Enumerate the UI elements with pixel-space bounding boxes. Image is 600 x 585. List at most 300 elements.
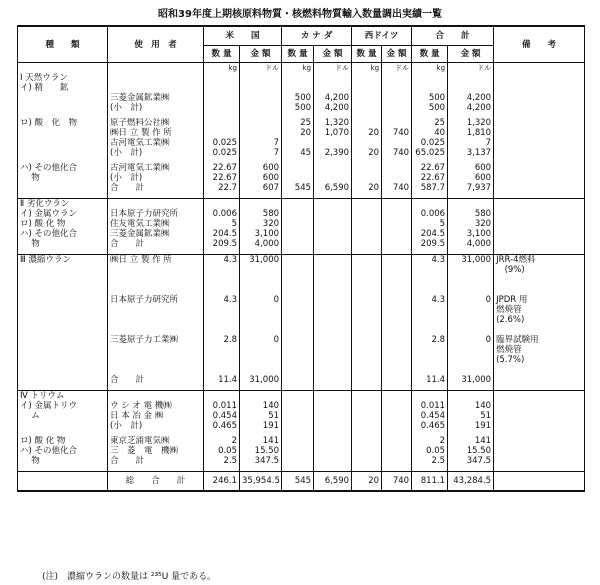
cell-line [206,83,237,93]
unit-kg: kg [204,63,240,74]
cell-line: 191 [262,421,280,431]
cell-line: 3,137 [466,148,492,158]
cell-line [354,401,379,411]
cell-line [354,103,379,113]
cell-line: 22.67 [212,163,237,173]
cell-line [354,275,379,285]
cell-line [384,295,409,305]
cell-line: 臨界試験用 [496,335,539,345]
cell-line [354,163,379,173]
cell-line: 日 本 冶 金 ㈱ [110,411,164,421]
cell-line [354,285,379,295]
table-row [18,436,585,466]
cell-line: 15.50 [466,446,492,456]
cell-line [450,315,491,325]
cell-line: 燃焼管 [496,305,522,315]
unit-kg: kg [282,63,314,74]
cell-line [450,305,491,315]
user-cell [108,255,204,386]
cell-line: Ⅱ 劣化ウラン [20,199,70,209]
cell-line [206,199,237,209]
canada-amt-cell [314,73,352,113]
cell-line: 31,000 [461,255,492,265]
cell-line [316,199,349,209]
cell-line [206,305,237,315]
cell-line [354,138,379,148]
user-cell [108,73,204,113]
user-cell [108,199,204,250]
table-row [18,391,585,432]
cell-line: 204.5 [212,229,237,239]
cell-line: 20 [368,128,380,138]
cell-line: (9%) [496,265,525,275]
cell-line: Ⅳ トリウム [20,391,65,401]
cell-line: ハ) その他化合 [20,229,78,239]
cell-line [110,315,201,325]
cell-line [316,229,349,239]
cell-line [20,421,105,431]
cell-line: 600 [474,163,492,173]
cell-line [206,265,237,275]
grand-total-row [18,472,585,492]
cell-line: 1,070 [324,128,350,138]
cell-line [316,345,349,355]
cell-line: 東京芝浦電気㈱ [110,436,170,446]
footnote: (注) 濃縮ウランの数量は ²³⁵U 量である。 [42,572,217,582]
kind-cell [18,73,108,113]
cell-line: 1,320 [324,118,350,128]
cell-line [496,163,582,173]
wgermany-qty-cell [352,391,382,432]
cell-line [316,275,349,285]
usa-amt-cell [240,118,282,158]
cell-line [354,118,379,128]
cell-line: 500 [428,93,446,103]
cell-line [450,73,491,83]
grand-total-ca-qty: 545 [282,472,314,492]
cell-line [284,275,311,285]
usa-qty-cell [204,73,240,113]
cell-line [242,325,279,335]
canada-amt-cell [314,163,352,193]
cell-line [110,325,201,335]
total-amt-cell [448,118,494,158]
cell-line [206,345,237,355]
cell-line: 物 [20,456,40,466]
cell-line [284,239,311,249]
table-row [18,255,585,386]
cell-line: 2.8 [431,335,446,345]
cell-line: 31,000 [461,375,492,385]
header-usa: 米 国 [204,26,282,46]
usa-amt-cell [240,199,282,250]
cell-line: 25 [434,118,446,128]
usa-qty-cell [204,163,240,193]
cell-line: 500 [294,93,312,103]
kind-cell [18,199,108,250]
cell-line [242,103,279,113]
cell-line [384,365,409,375]
cell-line [384,239,409,249]
cell-line: 物 [20,173,40,183]
cell-line: 0.006 [420,209,446,219]
cell-line [384,93,409,103]
canada-amt-cell [314,391,352,432]
cell-line [354,73,379,83]
cell-line [284,391,311,401]
cell-line: 合 計 [110,239,145,249]
cell-line [496,375,582,385]
total-qty-cell [412,436,448,466]
cell-line [496,219,582,229]
cell-line: 0 [273,335,280,345]
total-amt-cell [448,199,494,250]
cell-line [110,305,201,315]
cell-line [20,103,105,113]
cell-line: 0.05 [218,446,237,456]
cell-line: 7,937 [466,183,492,193]
cell-line [110,365,201,375]
cell-line [242,199,279,209]
cell-line [242,265,279,275]
cell-line [284,325,311,335]
cell-line: 51 [268,411,280,421]
cell-line: ロ) 酸 化 物 [20,219,66,229]
cell-line [496,103,582,113]
cell-line [20,345,105,355]
cell-line: 11.4 [426,375,446,385]
total-qty-cell [412,73,448,113]
total-amt-cell [448,255,494,386]
cell-line [316,375,349,385]
cell-line: 347.5 [466,456,492,466]
table-row [18,199,585,250]
cell-line: Ⅰ 天然ウラン [20,73,68,83]
cell-line: 204.5 [420,229,446,239]
cell-line: 合 計 [110,183,145,193]
cell-line [414,285,445,295]
remark-cell [494,436,585,466]
cell-line: 三菱金属鉱業㈱ [110,93,170,103]
cell-line [354,325,379,335]
cell-line [384,103,409,113]
cell-line [284,295,311,305]
cell-line [384,138,409,148]
cell-line: 燃焼管 [496,345,522,355]
cell-line [20,128,105,138]
cell-line: 600 [262,173,280,183]
cell-line [316,456,349,466]
wgermany-qty-cell [352,255,382,386]
cell-line [284,73,311,83]
cell-line [206,73,237,83]
kind-cell [18,118,108,158]
cell-line [284,209,311,219]
cell-line [414,391,445,401]
cell-line [354,83,379,93]
cell-line: 15.50 [254,446,280,456]
cell-line: 7 [273,148,280,158]
usa-qty-cell [204,199,240,250]
cell-line [414,275,445,285]
cell-line [384,355,409,365]
cell-line [316,446,349,456]
cell-line [414,315,445,325]
cell-line [384,219,409,229]
cell-line: 0.025 [420,138,446,148]
cell-line [354,335,379,345]
cell-line: 三菱原子力工業㈱ [110,335,179,345]
wgermany-amt-cell [382,118,412,158]
cell-line [20,315,105,325]
cell-line [316,173,349,183]
cell-line [354,365,379,375]
cell-line: 500 [428,103,446,113]
cell-line [414,73,445,83]
cell-line [206,275,237,285]
cell-line [20,265,105,275]
cell-line [384,118,409,128]
cell-line: 22.67 [420,163,446,173]
cell-line: ㈱日 立 製 作 所 [110,255,172,265]
cell-line [206,128,237,138]
cell-line: (5.7%) [496,355,525,365]
cell-line: 古河電気工業㈱ [110,138,170,148]
cell-line: 22.7 [218,183,237,193]
cell-line: 2.8 [223,335,237,345]
cell-line: 25 [300,118,312,128]
cell-line: 2.5 [223,456,237,466]
cell-line [496,365,582,375]
cell-line [384,456,409,466]
cell-line: 4.3 [223,295,237,305]
cell-line: 2 [231,436,237,446]
cell-line [206,285,237,295]
cell-line: 600 [474,173,492,183]
cell-line [384,163,409,173]
cell-line [284,315,311,325]
wgermany-amt-cell [382,391,412,432]
cell-line: (小 計) [110,173,143,183]
cell-line [20,183,105,193]
remark-cell [494,199,585,250]
canada-amt-cell [314,255,352,386]
cell-line [284,138,311,148]
cell-line: 三菱金属鉱業㈱ [110,229,170,239]
cell-line [354,239,379,249]
cell-line: 45 [300,148,312,158]
cell-line [354,456,379,466]
cell-line: ㈱日 立 製 作 所 [110,128,172,138]
cell-line: 0.454 [420,411,446,421]
cell-line [316,295,349,305]
cell-line [20,335,105,345]
cell-line [354,265,379,275]
cell-line: 4.3 [431,295,446,305]
document-title: 昭和39年度上期核原料物質・核燃料物質輸入数量調出実績一覧 [158,9,442,20]
cell-line [242,73,279,83]
cell-line [496,93,582,103]
cell-line [414,365,445,375]
usa-amt-cell [240,73,282,113]
cell-line: 22.67 [212,173,237,183]
grand-total-usa-amt: 35,954.5 [240,472,282,492]
cell-line [384,391,409,401]
cell-line [206,93,237,103]
usa-qty-cell [204,391,240,432]
cell-line: 20 [300,128,312,138]
cell-line [284,436,311,446]
cell-line: 209.5 [420,239,446,249]
cell-line [496,446,582,456]
cell-line: 11.4 [218,375,237,385]
import-table [17,25,585,492]
cell-line [354,219,379,229]
cell-line: 日本原子力研究所 [110,295,179,305]
cell-line [242,93,279,103]
cell-line: 580 [474,209,492,219]
cell-line [496,325,582,335]
cell-line [284,365,311,375]
cell-line [284,199,311,209]
cell-line: Ⅲ 濃縮ウラン [20,255,72,265]
canada-amt-cell [314,199,352,250]
cell-line [110,83,201,93]
cell-line [354,173,379,183]
cell-line [284,305,311,315]
header-canada: カ ナ ダ [282,26,352,46]
cell-line [206,118,237,128]
cell-line [354,255,379,265]
cell-line [354,375,379,385]
unit-kg: kg [412,63,448,74]
cell-line [496,173,582,183]
usa-qty-cell [204,255,240,386]
cell-line [496,73,582,83]
cell-line: 3,100 [466,229,492,239]
cell-line [110,391,201,401]
cell-line [284,255,311,265]
cell-line: 20 [368,148,380,158]
cell-line [496,275,582,285]
cell-line: 2 [439,436,446,446]
cell-line: 4,200 [466,93,492,103]
cell-line [316,83,349,93]
cell-line [316,411,349,421]
wgermany-amt-cell [382,255,412,386]
cell-line: 51 [480,411,492,421]
cell-line: 3,100 [254,229,280,239]
cell-line [496,239,582,249]
usa-amt-cell [240,436,282,466]
cell-line [206,315,237,325]
cell-line: ロ) 酸 化 物 [20,436,66,446]
total-amt-cell [448,73,494,113]
cell-line [354,391,379,401]
cell-line [384,436,409,446]
header-user: 使 用 者 [108,26,204,63]
cell-line [354,411,379,421]
cell-line [414,355,445,365]
cell-line [354,93,379,103]
grand-total-usa-qty: 246.1 [204,472,240,492]
cell-line: 320 [474,219,492,229]
cell-line [450,199,491,209]
cell-line: (小 計) [110,148,143,158]
header-qty: 数 量 [352,46,382,63]
cell-line: (2.6%) [496,315,525,325]
cell-line: 7 [485,138,492,148]
wgermany-qty-cell [352,199,382,250]
total-amt-cell [448,163,494,193]
cell-line [20,275,105,285]
canada-amt-cell [314,118,352,158]
unit-dollar: ドル [240,63,282,74]
cell-line: 0.011 [420,401,446,411]
cell-line [496,436,582,446]
cell-line: 580 [262,209,280,219]
cell-line [354,436,379,446]
cell-line [450,355,491,365]
cell-line: 合 計 [110,375,145,385]
cell-line [384,421,409,431]
cell-line: 40 [434,128,446,138]
wgermany-amt-cell [382,163,412,193]
canada-qty-cell [282,118,314,158]
cell-line [316,325,349,335]
grand-total-de-amt: 740 [382,472,412,492]
cell-line [354,209,379,219]
header-wgermany: 西ドイツ [352,26,412,46]
kind-cell [18,436,108,466]
cell-line: 209.5 [212,239,237,249]
cell-line: 合 計 [110,456,145,466]
cell-line [316,239,349,249]
cell-line [20,285,105,295]
cell-line: 600 [262,163,280,173]
cell-line [316,285,349,295]
cell-line [496,138,582,148]
usa-qty-cell [204,436,240,466]
cell-line [316,335,349,345]
canada-qty-cell [282,255,314,386]
cell-line [20,148,105,158]
cell-line [110,345,201,355]
table-row [18,118,585,158]
header-amt: 金 額 [448,46,494,63]
grand-total-amt: 43,284.5 [448,472,494,492]
user-cell [108,163,204,193]
cell-line: 191 [474,421,492,431]
cell-line: 20 [368,183,380,193]
cell-line: 7 [273,138,280,148]
cell-line [414,345,445,355]
cell-line [414,325,445,335]
cell-line: 0 [273,295,280,305]
cell-line [384,285,409,295]
cell-line [414,305,445,315]
cell-line: イ) 精 鉱 [20,83,69,93]
cell-line [284,173,311,183]
cell-line [316,255,349,265]
cell-line [110,265,201,275]
cell-line: (小 計) [110,421,143,431]
header-total: 合 計 [412,26,494,46]
cell-line [316,401,349,411]
canada-qty-cell [282,391,314,432]
cell-line: 0.025 [212,138,237,148]
cell-line: 4,200 [324,103,350,113]
